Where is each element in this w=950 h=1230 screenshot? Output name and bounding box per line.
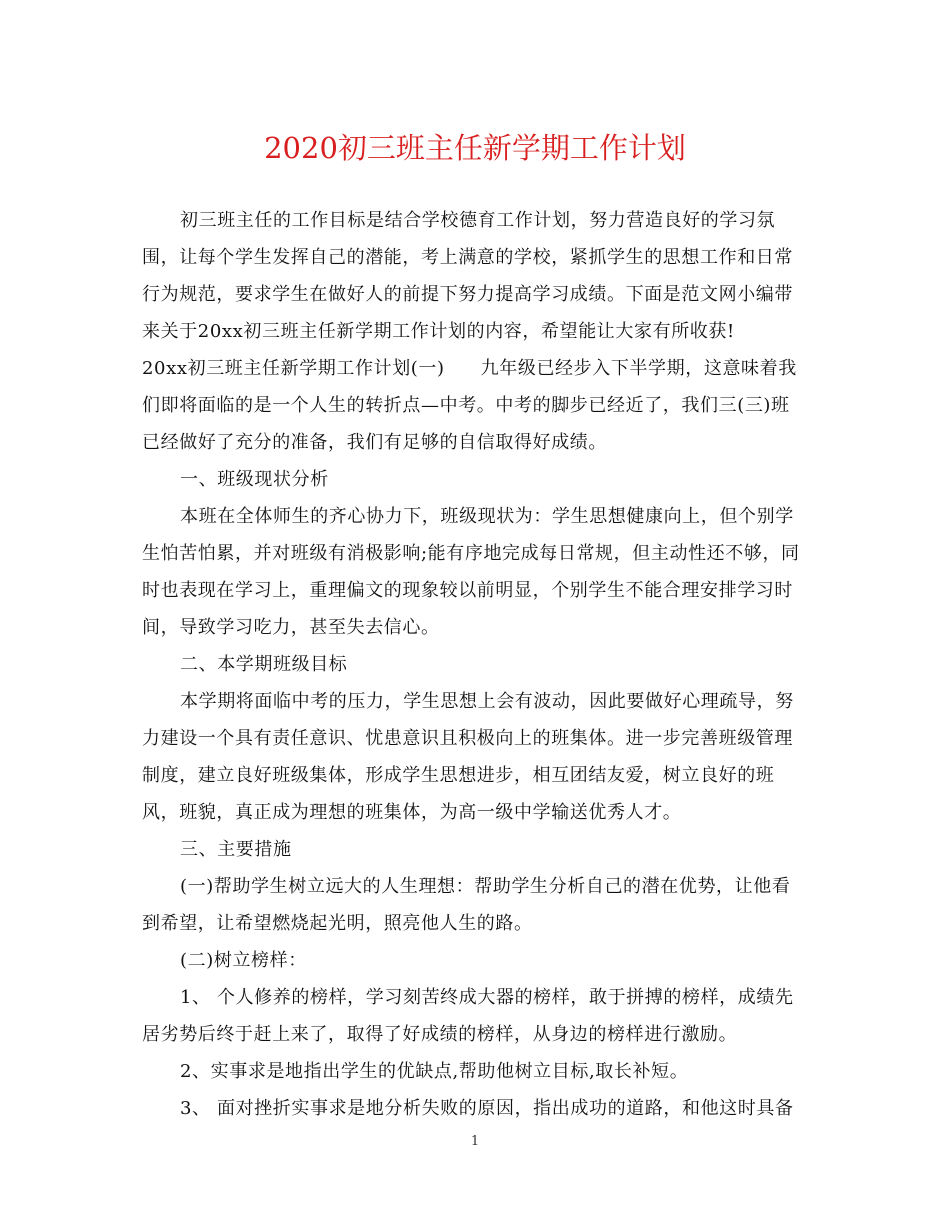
section-heading: 一、班级现状分析 — [180, 469, 329, 490]
section-heading: 三、主要措施 — [180, 839, 292, 860]
text-line: 本学期将面临中考的压力，学生思想上会有波动，因此要做好心理疏导，努 — [180, 691, 794, 712]
list-item: 3、 面对挫折实事求是地分析失败的原因，指出成功的道路，和他这时具备 — [180, 1098, 794, 1119]
text-line: 20xx初三班主任新学期工作计划(一) 九年级已经步入下半学期，这意味着我 — [142, 358, 797, 379]
text-line: 时也表现在学习上，重理偏文的现象较以前明显，个别学生不能合理安排学习时 — [142, 580, 793, 601]
text-line: 居劣势后终于赶上来了，取得了好成绩的榜样，从身边的榜样进行激励。 — [142, 1024, 738, 1045]
page-number: 1 — [470, 1134, 480, 1149]
document-body — [142, 202, 808, 1127]
text-line: 围，让每个学生发挥自己的潜能，考上满意的学校，紧抓学生的思想工作和日常 — [142, 247, 793, 268]
text-line: 到希望，让希望燃烧起光明，照亮他人生的路。 — [142, 913, 533, 934]
text-line: 生怕苦怕累，并对班级有消极影响;能有序地完成每日常规，但主动性还不够，同 — [142, 543, 800, 564]
text-line: 风，班貌，真正成为理想的班集体，为高一级中学输送优秀人才。 — [142, 802, 682, 823]
document-title: 2020初三班主任新学期工作计划 — [264, 131, 686, 165]
text-line: 已经做好了充分的准备，我们有足够的自信取得好成绩。 — [142, 432, 607, 453]
text-line: 本班在全体师生的齐心协力下，班级现状为：学生思想健康向上，但个别学 — [180, 506, 794, 527]
text-line: 初三班主任的工作目标是结合学校德育工作计划，努力营造良好的学习氛 — [180, 210, 776, 231]
section-heading-inline: 20xx初三班主任新学期工作计划(一) — [142, 358, 445, 379]
text-line: 制度，建立良好班级集体，形成学生思想进步，相互团结友爱，树立良好的班 — [142, 765, 775, 786]
text-line: 力建设一个具有责任意识、忧患意识且积极向上的班集体。进一步完善班级管理 — [142, 728, 793, 749]
list-item: 1、 个人修养的榜样，学习刻苦终成大器的榜样，敢于拼搏的榜样，成绩先 — [180, 987, 794, 1008]
text-line: 间，导致学习吃力，甚至失去信心。 — [142, 617, 440, 638]
text-line: 行为规范，要求学生在做好人的前提下努力提高学习成绩。下面是范文网小编带 — [142, 284, 793, 305]
section-heading: 二、本学期班级目标 — [180, 654, 348, 675]
sub-heading: (二)树立榜样： — [180, 950, 307, 971]
list-item: 2、实事求是地指出学生的优缺点,帮助他树立目标,取长补短。 — [180, 1061, 689, 1082]
text-line: 们即将面临的是一个人生的转折点—中考。中考的脚步已经近了，我们三(三)班 — [142, 395, 790, 416]
text-line: 来关于20xx初三班主任新学期工作计划的内容，希望能让大家有所收获! — [142, 321, 735, 342]
text-line: (一)帮助学生树立远大的人生理想：帮助学生分析自己的潜在优势，让他看 — [180, 876, 791, 897]
